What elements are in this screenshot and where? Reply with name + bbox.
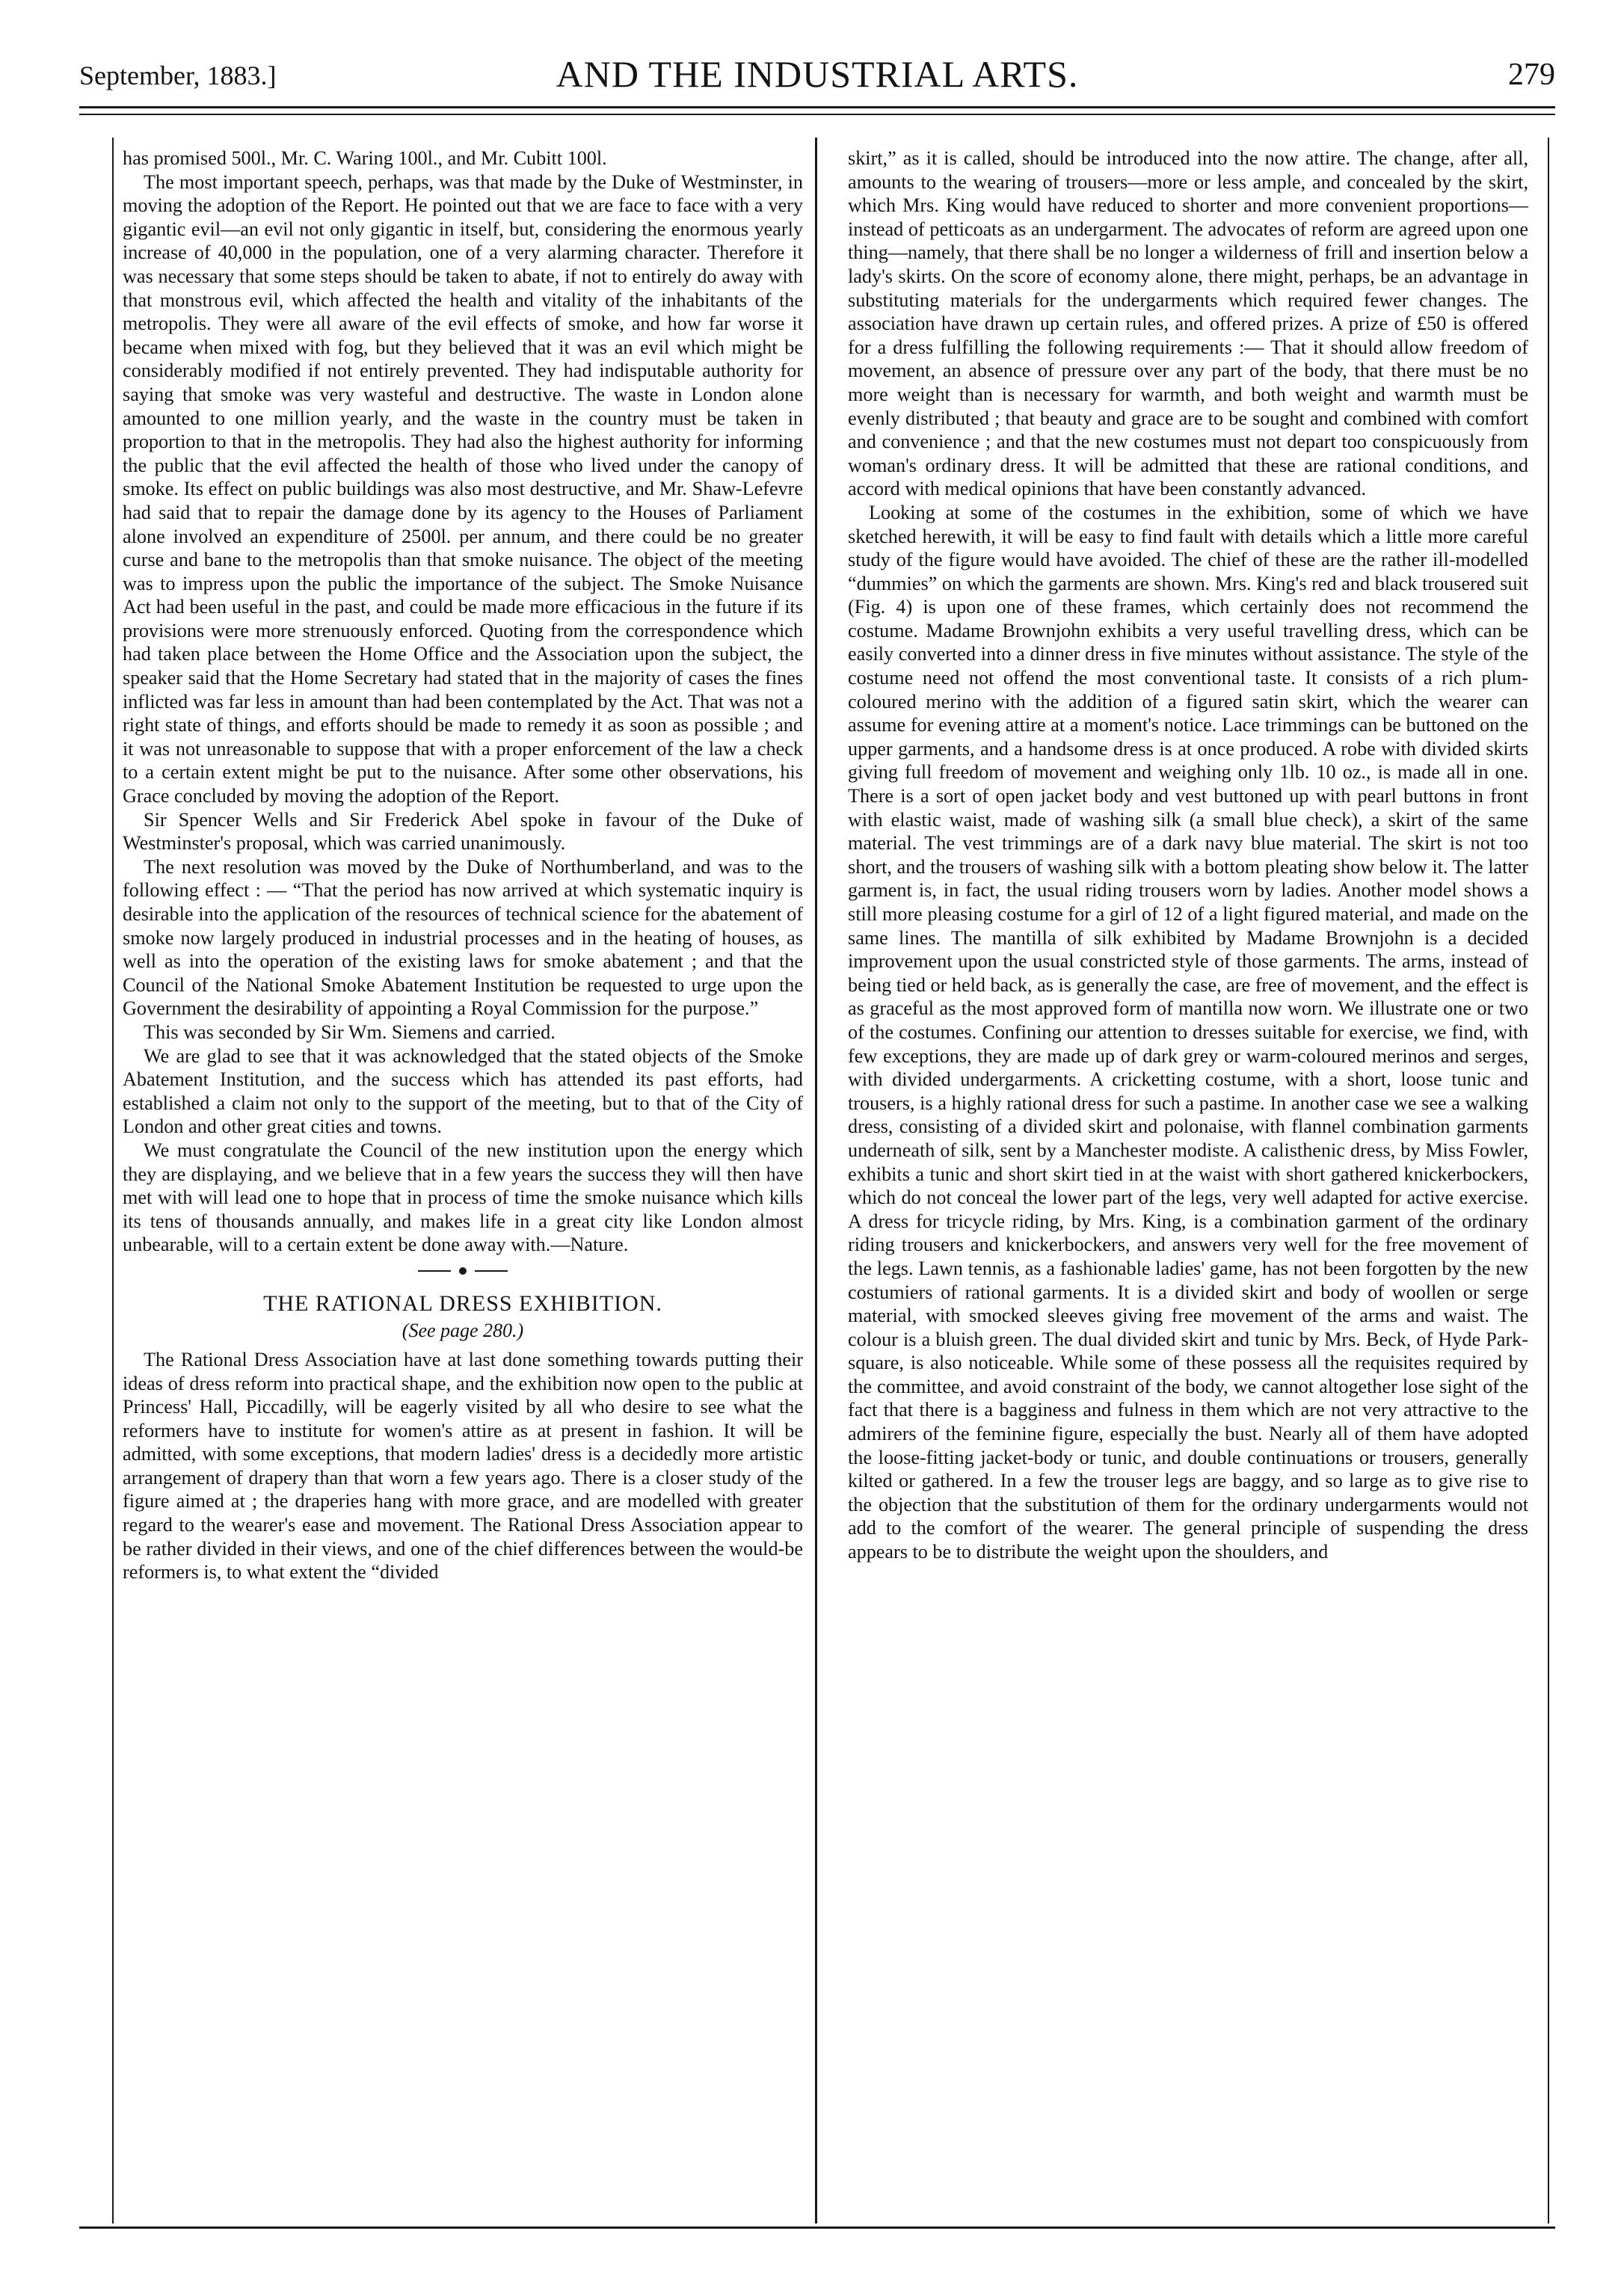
ornament-divider-icon — [418, 1266, 508, 1276]
paragraph: Sir Spencer Wells and Sir Frederick Abel spoke in favour of the Duke of Westminster's proposal, which was carried unanimously. — [123, 808, 803, 855]
section-title: THE RATIONAL DRESS EXHIBITION. — [263, 1290, 662, 1316]
header-rule-top — [79, 106, 1555, 108]
left-column-edge — [112, 138, 114, 2223]
paragraph: We are glad to see that it was acknowledged that the stated objects of the Smoke Abatement Institution, and the success which has attended its past efforts, had established a claim not only to the support of the meeting, but to that of the City of London and other great cities and towns. — [123, 1044, 803, 1138]
header-date: September, 1883.] — [79, 61, 277, 90]
column-divider — [815, 138, 817, 2223]
right-column-edge — [1548, 138, 1549, 2223]
header-rule-bottom — [79, 114, 1555, 115]
header-title: AND THE INDUSTRIAL ARTS. — [556, 53, 1079, 95]
bottom-rule — [79, 2226, 1555, 2229]
paragraph: The most important speech, perhaps, was that made by the Duke of Westminster, in moving the adoption of the Report. He pointed out that we are face to face with a very gigantic evil—an evil not only gigantic in itself, but, considering the enormous yearly increase of 40,000 in the population, one of a very alarming character. Therefore it was necessary that some steps should be taken to abate, if not to entirely do away with that monstrous evil, which affected the health and vitality of the inhabitants of the metropolis. They were all aware of the evil effects of smoke, and how far worse it became when mixed with fog, but they believed that it was an evil which might be considerably modified if not entirely prevented. They had indisputable authority for saying that smoke was very wasteful and destructive. The waste in London alone amounted to one million yearly, and the waste in the country must be taken in proportion to that in the metropolis. They had also the highest authority for informing the public that the evil affected the health of those who lived under the canopy of smoke. Its effect on public buildings was also most destructive, and Mr. Shaw-Lefevre had said that to repair the damage done by its agency to the Houses of Parliament alone involved an expenditure of 2500l. per annum, and there could be no greater curse and bane to the metropolis than that smoke nuisance. The object of the meeting was to impress upon the public the importance of the subject. The Smoke Nuisance Act had been useful in the past, and could be made more efficacious in the future if its provisions were more strenuously enforced. Quoting from the correspondence which had taken place between the Home Office and the Association upon the subject, the speaker said that the Home Secretary had stated that in the majority of cases the fines inflicted was far less in amount than had been contemplated by the Act. That was not a right state of things, and efforts should be made to remedy it as soon as possible ; and it was not unreasonable to suppose that with a proper enforcement of the law a check to a certain extent might be put to the nuisance. After some other observations, his Grace concluded by moving the adoption of the Report. — [123, 170, 803, 807]
paragraph: We must congratulate the Council of the new institution upon the energy which they are displaying, and we believe that in a few years the success they will then have met with will lead one to hope that in process of time the smoke nuisance which kills its tens of thousands annually, and makes life in a great city like London almost unbearable, will to a certain extent be done away with.—Nature. — [123, 1139, 803, 1256]
left-column — [123, 147, 803, 1584]
paragraph: The Rational Dress Association have at last done something towards putting their ideas of dress reform into practical shape, and the exhibition now open to the public at Princess' Hall, Piccadilly, will be eagerly visited by all who desire to see what the reformers have to institute for women's attire as at present in fashion. It will be admitted, with some exceptions, that modern ladies' dress is a decidedly more artistic arrangement of drapery than that worn a few years ago. There is a closer study of the figure aimed at ; the draperies hang with more grace, and are modelled with greater regard to the wearer's ease and movement. The Rational Dress Association appear to be rather divided in their views, and one of the chief differences between the would-be reformers is, to what extent the “divided — [123, 1348, 803, 1583]
paragraph: skirt,” as it is called, should be introduced into the now attire. The change, after all, amounts to the wearing of trousers—more or less ample, and concealed by the skirt, which Mrs. King would have reduced to shorter and more convenient proportions—instead of petticoats as an undergarment. The advocates of reform are agreed upon one thing—namely, that there shall be no longer a wilderness of frill and insertion below a lady's skirts. On the score of economy alone, there might, perhaps, be an advantage in substituting materials for the undergarments which required fewer changes. The association have drawn up certain rules, and offered prizes. A prize of £50 is offered for a dress fulfilling the following requirements :— That it should allow freedom of movement, an absence of pressure over any part of the body, that there must be no more weight than is necessary for warmth, and both weight and warmth must be evenly distributed ; that beauty and grace are to be sought and combined with comfort and convenience ; and that the new costumes must not depart too conspicuously from woman's ordinary dress. It will be admitted that these are rational conditions, and accord with medical opinions that have been constantly advanced. — [848, 147, 1528, 500]
paragraph: has promised 500l., Mr. C. Waring 100l., and Mr. Cubitt 100l. — [123, 147, 607, 169]
paragraph: Looking at some of the costumes in the exhibition, some of which we have sketched herewith, it will be easy to find fault with details which a little more careful study of the figure would have avoided. The chief of these are the rather ill-modelled “dummies” on which the garments are shown. Mrs. King's red and black trousered suit (Fig. 4) is upon one of these frames, which certainly does not recommend the costume. Madame Brownjohn exhibits a very useful travelling dress, which can be easily converted into a dinner dress in five minutes without assistance. The style of the costume need not offend the most conventional taste. It consists of a rich plum-coloured merino with the addition of a figured satin skirt, which the wearer can assume for evening attire at a moment's notice. Lace trimmings can be buttoned on the upper garments, and a handsome dress is at once produced. A robe with divided skirts giving full freedom of movement and weighing only 1lb. 10 oz., is made all in one. There is a sort of open jacket body and vest buttoned up with pearl buttons in front with elastic waist, made of washing silk (a small blue check), a skirt of the same material. The vest trimmings are of a dark navy blue material. The skirt is not too short, and the trousers of washing silk with a bottom pleating show below it. The latter garment is, in fact, the usual riding trousers worn by ladies. Another model shows a still more pleasing costume for a girl of 12 of a light figured material, and made on the same lines. The mantilla of silk exhibited by Madame Brownjohn is a decided improvement upon the usual constricted style of those garments. The arms, instead of being tied or held back, as is generally the case, are free of movement, and the effect is as graceful as the most approved form of mantilla now worn. We illustrate one or two of the costumes. Confining our attention to dresses suitable for exercise, we find, with few exceptions, they are made up of dark grey or warm-coloured merinos and serges, with divided undergarments. A cricketting costume, with a short, loose tunic and trousers, is a highly rational dress for such a pastime. In another case we see a walking dress, consisting of a divided skirt and polonaise, with flannel combination garments underneath of silk, sent by a Manchester modiste. A calisthenic dress, by Miss Fowler, exhibits a tunic and short skirt tied in at the waist with short gathered knickerbockers, which do not conceal the lower part of the legs, very well adapted for active exercise. A dress for tricycle riding, by Mrs. King, is a combination garment of the ordinary riding trousers and knickerbockers, and answers very well for the free movement of the legs. Lawn tennis, as a fashionable ladies' game, has not been forgotten by the new costumiers of rational garments. It is a divided skirt and body of woollen or serge material, with smocked sleeves giving free movement of the arms and waist. The colour is a bluish green. The dual divided skirt and tunic by Mrs. Beck, of Hyde Park-square, is also noticeable. While some of these possess all the requisites required by the committee, and avoid constraint of the body, we cannot altogether lose sight of the fact that there is a bagginess and fulness in them which are not very attractive to the admirers of the feminine figure, especially the bust. Nearly all of them have adopted the loose-fitting jacket-body or tunic, and double continuations or trousers, generally kilted or gathered. In a few the trouser legs are baggy, and so large as to give rise to the objection that the substitution of them for the ordinary undergarments would not add to the comfort of the wearer. The general principle of suspending the dress appears to be to distribute the weight upon the shoulders, and — [848, 501, 1528, 1563]
page-number: 279 — [1508, 58, 1555, 92]
section-separator — [123, 1263, 803, 1279]
paragraph: The next resolution was moved by the Duke of Northumberland, and was to the following effect : — “That the period has now arrived at which systematic inquiry is desirable into the application of the resources of technical science for the abatement of smoke now largely produced in industrial processes and in the heating of houses, as well as into the operation of the existing laws for smoke abatement ; and that the Council of the National Smoke Abatement Institution be requested to urge upon the Government the desirability of appointing a Royal Commission for the purpose.” — [123, 855, 803, 1020]
paragraph: This was seconded by Sir Wm. Siemens and carried. — [144, 1021, 556, 1043]
right-column — [848, 147, 1528, 1564]
section-subtitle: (See page 280.) — [402, 1319, 524, 1341]
page-header — [79, 46, 1555, 99]
